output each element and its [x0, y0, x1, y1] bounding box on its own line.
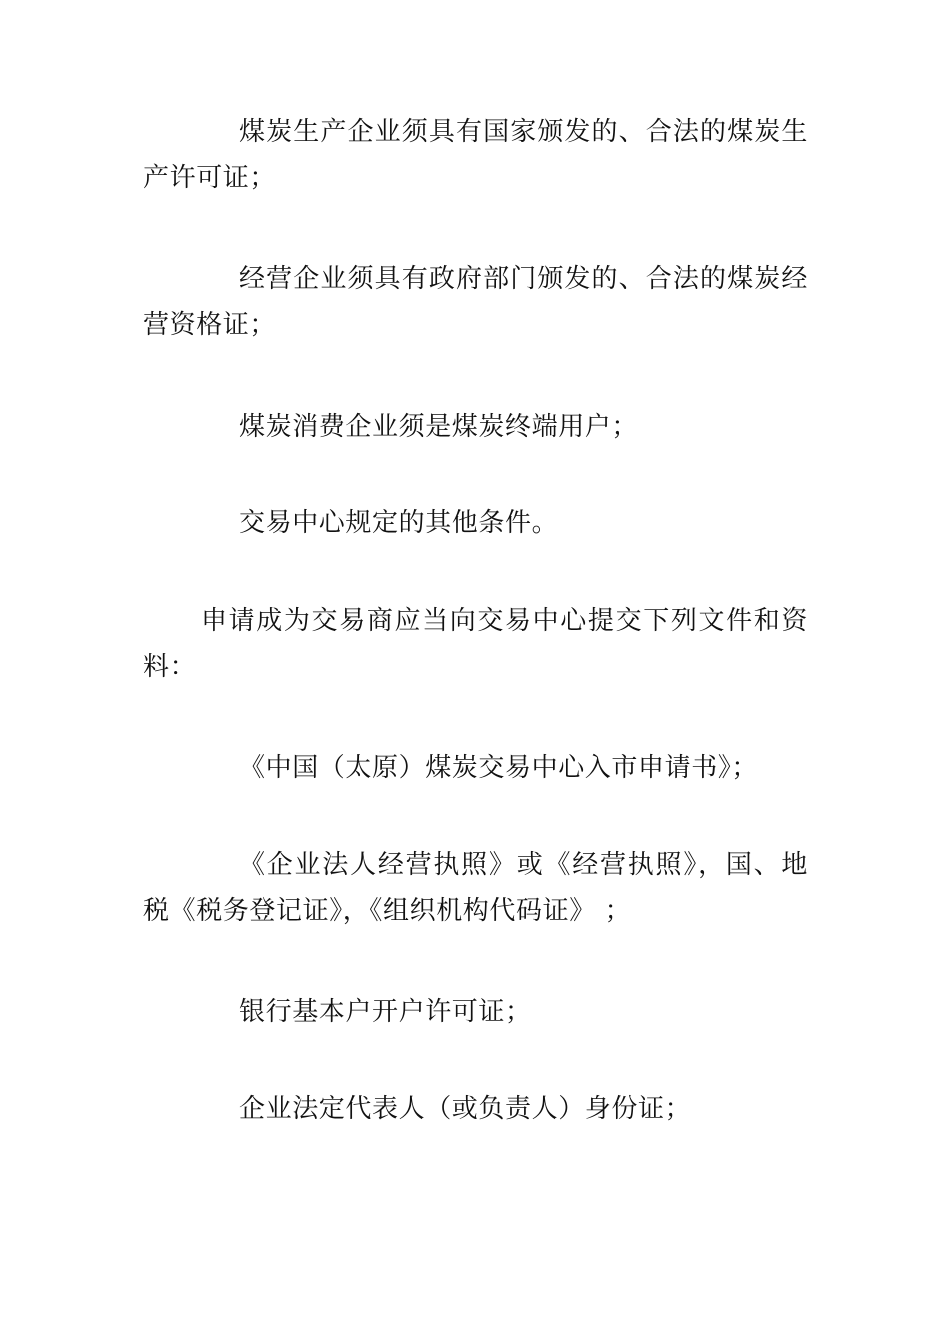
paragraph-end-user: 煤炭消费企业须是煤炭终端用户；	[239, 412, 639, 442]
paragraph-application-form: 《中国（太原）煤炭交易中心入市申请书》；	[239, 753, 759, 783]
paragraph-application-documents: 申请成为交易商应当向交易中心提交下列文件和资料：	[143, 606, 808, 682]
paragraph-coal-production-license: 煤炭生产企业须具有国家颁发的、合法的煤炭生产许可证；	[143, 117, 808, 193]
paragraph-other-conditions: 交易中心规定的其他条件。	[239, 508, 559, 538]
paragraph-business-qualification: 经营企业须具有政府部门颁发的、合法的煤炭经营资格证；	[143, 264, 808, 340]
paragraph-business-licenses: 《企业法人经营执照》或《经营执照》，国、地税《税务登记证》，《组织机构代码证》 ；	[143, 850, 808, 926]
paragraph-bank-account-permit: 银行基本户开户许可证；	[239, 997, 532, 1027]
paragraph-legal-representative-id: 企业法定代表人（或负责人）身份证；	[239, 1094, 692, 1124]
